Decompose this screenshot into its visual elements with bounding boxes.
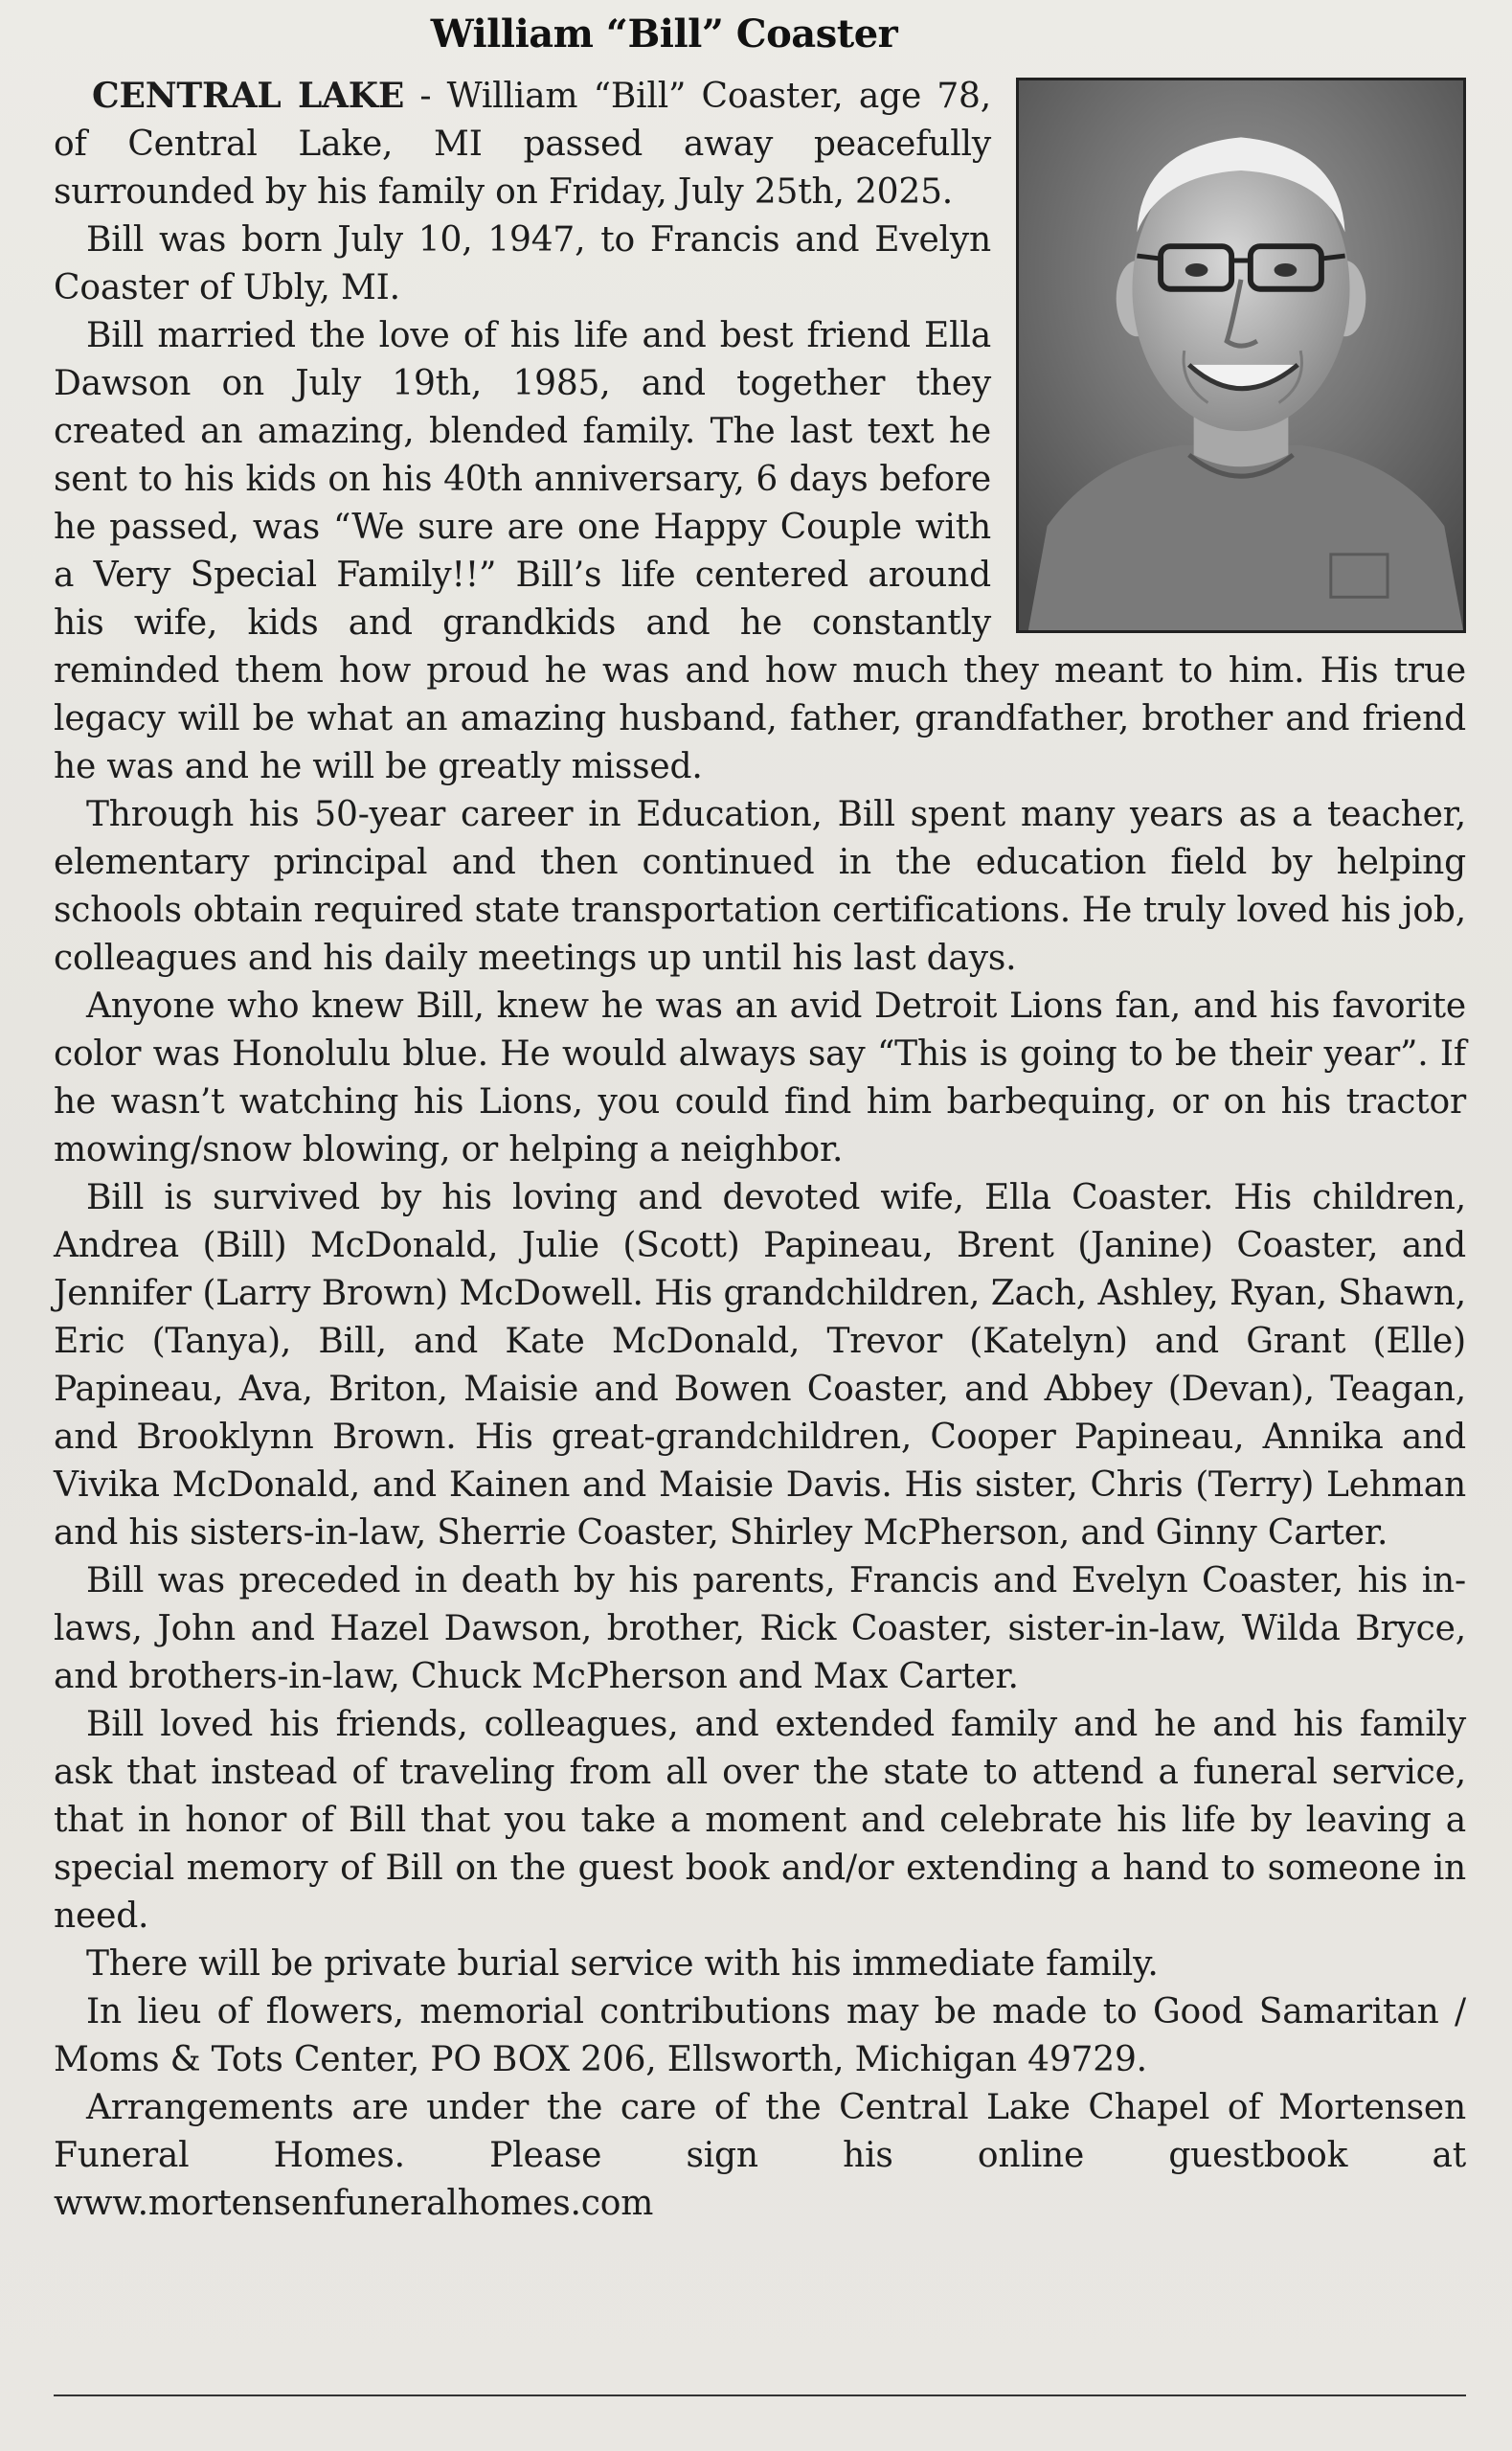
paragraph-5: Anyone who knew Bill, knew he was an avid Detroit Lions fan, and his favorite color was Honolulu blue. He would always say “This is going to be their year”. If he wasn’t watching his Lions, you could find him barbequing, or on his tractor mowing/snow blowing, or helping a neighbor. <box>54 987 1466 1169</box>
paragraph-8: Bill loved his friends, colleagues, and extended family and he and his family ask that instead of traveling from all over the state to attend a funeral service, that in honor of Bill that you take a moment and celebrate his life by leaving a special memory of Bill on the guest book and/or extending a hand to someone in need. <box>54 1705 1466 1936</box>
paragraph-6: Bill is survived by his loving and devoted wife, Ella Coaster. His children, Andrea (Bill) McDonald, Julie (Scott) Papineau, Brent (Janine) Coaster, and Jennifer (Larry Brown) McDowell. His grandchildren, Zach, Ashley, Ryan, Shawn, Eric (Tanya), Bill, and Kate McDonald, Trevor (Katelyn) and Grant (Elle) Papineau, Ava, Briton, Maisie and Bowen Coaster, and Abbey (Devan), Teagan, and Brooklynn Brown. His great-grandchildren, Cooper Papineau, Annika and Vivika McDonald, and Kainen and Maisie Davis. His sister, Chris (Terry) Lehman and his sisters-in-law, Sherrie Coaster, Shirley McPherson, and Ginny Carter. <box>54 1178 1466 1553</box>
paragraph-7: Bill was preceded in death by his parents, Francis and Evelyn Coaster, his in-laws, John and Hazel Dawson, brother, Rick Coaster, sister-in-law, Wilda Bryce, and brothers-in-law, Chuck McPherson and Max Carter. <box>54 1561 1466 1696</box>
obituary-column <box>54 11 1466 2228</box>
bottom-rule <box>54 2394 1466 2396</box>
portrait-image <box>1019 80 1463 630</box>
paragraph-4: Through his 50-year career in Education, Bill spent many years as a teacher, elementary principal and then continued in the education field by helping schools obtain required state transportation certifications. He truly loved his job, colleagues and his daily meetings up until his last days. <box>54 795 1466 978</box>
obituary-headline: William “Bill” Coaster <box>430 11 898 57</box>
paragraph-3: Bill married the love of his life and best friend Ella Dawson on July 19th, 1985, and together they created an amazing, blended family. The last text he sent to his kids on his 40th anniversary, 6 days before he passed, was “We sure are one Happy Couple with a Very Special Family!!” Bill’s life centered around his wife, kids and grandkids and he constantly reminded them how proud he was and how much they meant to him. His true legacy will be what an amazing husband, father, grandfather, brother and friend he was and he will be greatly missed. <box>54 316 1466 786</box>
dateline: CENTRAL LAKE <box>92 76 405 116</box>
paragraph-11: Arrangements are under the care of the Central Lake Chapel of Mortensen Funeral Homes. Please sign his online guestbook at www.mortensenfuneralhomes.com <box>54 2088 1466 2223</box>
paragraph-1-text: - William “Bill” Coaster, age 78, of Central Lake, MI passed away peacefully surrounded by his family on Friday, July 25th, 2025. <box>54 77 992 212</box>
paragraph-9: There will be private burial service with his immediate family. <box>86 1944 1159 1984</box>
paragraph-2: Bill was born July 10, 1947, to Francis and Evelyn Coaster of Ubly, MI. <box>54 220 991 307</box>
paragraph-10: In lieu of flowers, memorial contributions may be made to Good Samaritan / Moms & Tots Center, PO BOX 206, Ellsworth, Michigan 49729. <box>54 1992 1466 2079</box>
portrait-photo <box>1016 78 1466 633</box>
